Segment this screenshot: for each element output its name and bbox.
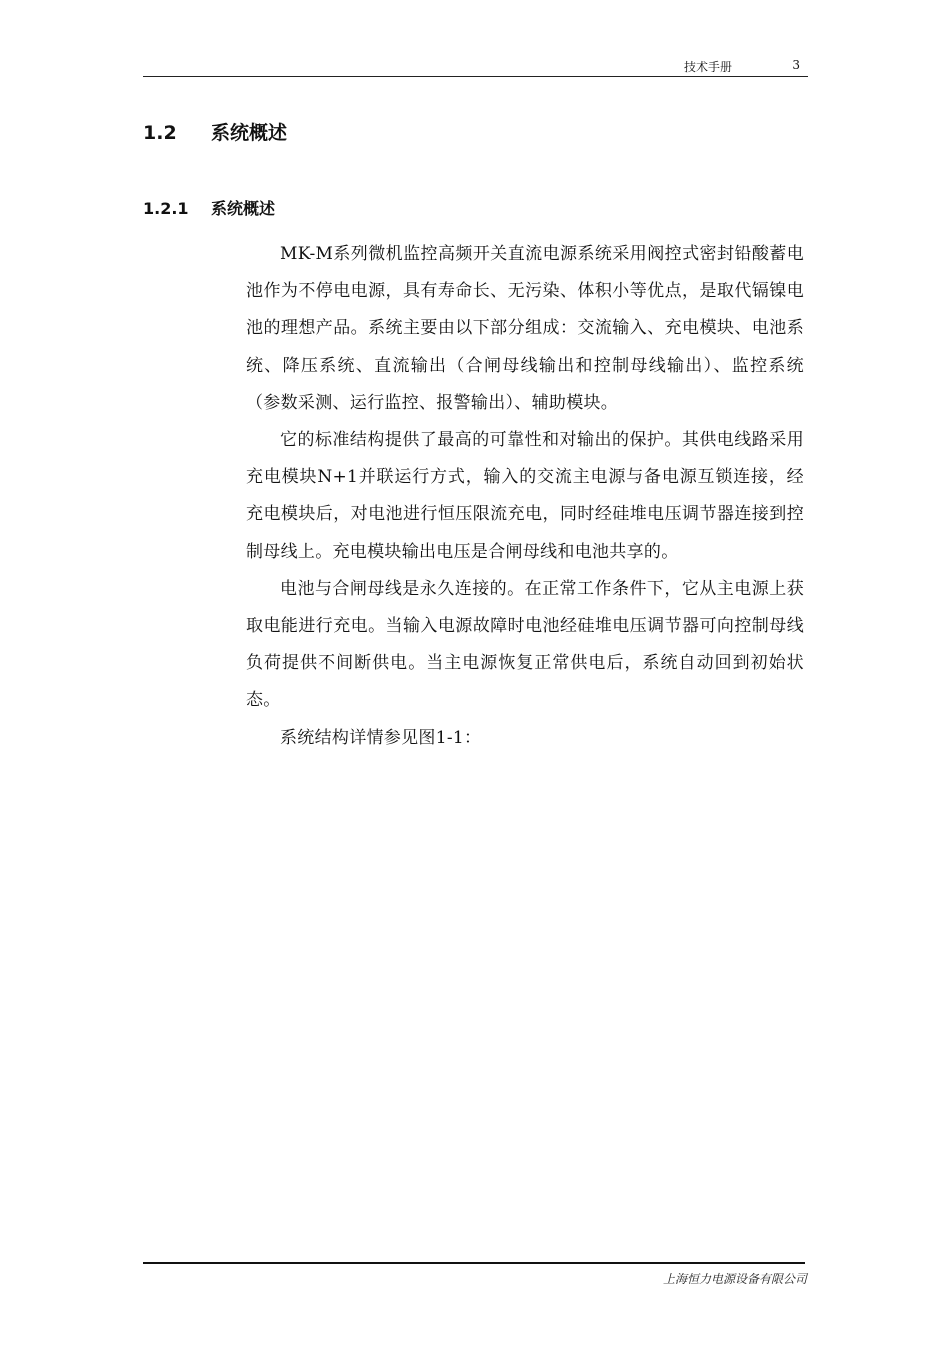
paragraph-3: 电池与合闸母线是永久连接的。在正常工作条件下，它从主电源上获取电能进行充电。当输入电源故障时电池经硅堆电压调节器可向控制母线负荷提供不间断供电。当主电源恢复正常供电后，系统自动回到初始状态。 [246, 578, 804, 711]
section-number: 1.2 [143, 122, 177, 144]
paragraph-1: MK-M系列微机监控高频开关直流电源系统采用阀控式密封铅酸蓄电池作为不停电电源，具有寿命长、无污染、体积小等优点，是取代镉镍电池的理想产品。系统主要由以下部分组成：交流输入、充电模块、电池系统、降压系统、直流输出（合闸母线输出和控制母线输出）、监控系统（参数采测、运行监控、报警输出）、辅助模块。 [246, 244, 804, 413]
section-title: 系统概述 [211, 122, 288, 144]
footer-divider [143, 1262, 805, 1264]
section-heading [143, 118, 287, 145]
page-header [143, 56, 808, 77]
page-number: 3 [792, 58, 800, 72]
paragraph-2: 它的标准结构提供了最高的可靠性和对输出的保护。其供电线路采用充电模块N+1并联运行方式，输入的交流主电源与备电源互锁连接，经充电模块后，对电池进行恒压限流充电，同时经硅堆电压调节器连接到控制母线上。充电模块输出电压是合闸母线和电池共享的。 [246, 430, 804, 562]
footer-company: 上海恒力电源设备有限公司 [662, 1272, 807, 1286]
subsection-heading [143, 196, 275, 219]
figure-reference: 系统结构详情参见图1-1： [280, 727, 482, 748]
body-text [246, 236, 804, 757]
header-title: 技术手册 [683, 60, 732, 74]
subsection-title: 系统概述 [211, 199, 276, 218]
subsection-number: 1.2.1 [143, 199, 189, 218]
